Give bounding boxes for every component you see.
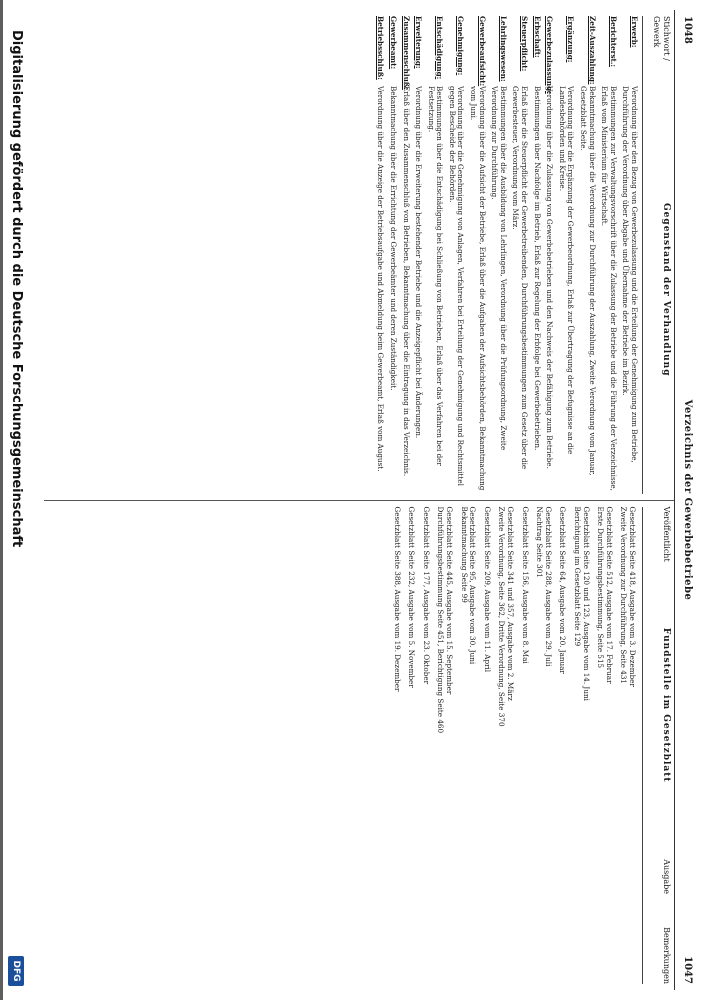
scan-edge (0, 0, 3, 1000)
right-entry (421, 507, 430, 985)
entry-line: Gesetzblatt Seite 418, Ausgabe vom 3. Dezember (628, 506, 637, 687)
running-title: Verzeichnis der Gewerbebetriebe (682, 399, 693, 601)
left-entry (600, 16, 617, 494)
header-published: Veröffentlicht (662, 506, 671, 562)
two-column-table (44, 10, 674, 990)
entry-keyword: Zusammenschluß: (401, 16, 411, 90)
entry-text: Bestimmungen über die Ausbildung von Lehrlingen, Verordnung über die Prüfungsordnung, Zweite Verordnung zur Durchführung. (490, 86, 508, 451)
entry-line: Gesetzblatt Seite 209, Ausgabe vom 11. April (482, 506, 492, 673)
right-entry (535, 507, 552, 985)
right-entry (558, 507, 567, 985)
entry-line: Zweite Verordnung, Seite 362, Dritte Verordnung, Seite 370 (497, 506, 507, 727)
entry-keyword: Erweiterung: (414, 16, 424, 69)
right-entry-list (392, 507, 636, 985)
left-entry (532, 16, 541, 494)
left-entry (511, 16, 528, 494)
entry-text: Verordnung über den Bezug von Gewerbezulassung und die Erteilung der Genehmigung zum Betriebe, Durchführung der Verordnung über Abgabe und Übernahme der Betriebe im Bezirk. (621, 86, 639, 463)
entry-line: Gesetzblatt Seite 64, Ausgabe vom 20. Januar (558, 506, 568, 674)
entry-keyword: Gewerbezulassung: (545, 16, 555, 94)
header-subject: Gegenstand der Verhandlung (661, 202, 671, 377)
running-header (674, 10, 697, 990)
entry-keyword: Betriebsschluß: (376, 16, 386, 80)
entry-keyword: Erbschaft: (532, 16, 542, 58)
entry-line: Gesetzblatt Seite 341 und 357, Ausgabe vom 2. März (506, 506, 516, 701)
entry-text: Bestimmungen über die Entschädigung bei Schließung von Betrieben, Erlaß über das Verfahren bei der Festsetzung. (426, 86, 445, 466)
right-entry (520, 507, 529, 985)
page-number-right: 1047 (682, 956, 693, 984)
right-entry (497, 507, 514, 985)
right-column (44, 501, 674, 991)
entry-line: Gesetzblatt Seite 156, Ausgabe vom 8. Mai (520, 506, 530, 664)
left-entry (388, 16, 397, 494)
entry-text: Verordnung über die Anzeige der Betriebsaufgabe und Abmeldung beim Gewerbeamt, Erlaß vom August. (376, 86, 386, 472)
entry-line: Erste Durchführungsbestimmung, Seite 515 (596, 506, 606, 669)
left-entry (469, 16, 486, 494)
left-entry (376, 16, 385, 494)
entry-line: Gesetzblatt Seite 288, Ausgabe vom 29. Juli (543, 506, 553, 667)
header-remarks: Bemerkungen (662, 927, 671, 984)
left-entry (401, 16, 410, 494)
page-number-left: 1048 (682, 16, 693, 44)
entry-text: Bekanntmachung über die Errichtung der Gewerbeämter und deren Zuständigkeit. (388, 86, 398, 391)
left-entry (414, 16, 423, 494)
right-entry (407, 507, 416, 985)
left-entry (557, 16, 574, 494)
right-entry (596, 507, 613, 985)
entry-keyword: Zeit-Auszahlung: (587, 16, 597, 85)
left-entry (621, 16, 638, 494)
entry-line: Nachtrag Seite 301 (535, 506, 545, 578)
entry-text: Verordnung über die Aufsicht der Betriebe, Erlaß über die Aufgaben der Aufsichtsbehörden, Bekanntmachung vom Juni. (469, 86, 487, 491)
entry-text: Erlaß über die Steuerpflicht der Gewerbetreibenden, Durchführungsbestimmungen zum Gesetz über die Gewerbesteuer, Verordnung vom März. (511, 86, 530, 470)
entry-line: Gesetzblatt Seite 512, Ausgabe vom 17. Februar (604, 506, 614, 684)
header-source: Fundstelle im Gesetzblatt (661, 627, 671, 783)
entry-line: Berichtigung im Gesetzblatt Seite 129 (573, 506, 583, 647)
entry-keyword: Gewerbeamt: (388, 16, 398, 70)
left-column-header (642, 16, 674, 494)
digitization-notice: Digitalisierung gefördert durch die Deutsche Forschungsgemeinschaft (9, 30, 24, 548)
right-column-header (642, 507, 674, 985)
entry-line: Durchführungsbestimmung Seite 451, Berichtigung Seite 460 (436, 506, 446, 734)
entry-text: Verordnung über die Zulassung von Gewerbebetrieben und den Nachweis der Befähigung zum Betriebe. (545, 86, 555, 469)
right-entry (459, 507, 476, 985)
left-entry (578, 16, 595, 494)
entry-line: Gesetzblatt Seite 95, Ausgabe vom 30. Juni (468, 506, 478, 665)
header-keyword: Stichwort / Gewerk (652, 16, 671, 61)
entry-line: Gesetzblatt Seite 177, Ausgabe vom 23. Oktober (421, 506, 431, 685)
entry-text: Verordnung über die Ergänzung der Gewerbeordnung, Erlaß zur Übertragung der Befugnisse an die Landesbehörden und Kreise. (557, 86, 576, 455)
left-entry (545, 16, 554, 494)
left-column (44, 10, 674, 501)
entry-keyword: Erwerb: (630, 16, 639, 48)
entry-text: Verordnung über die Genehmigung von Anlagen, Verfahren bei Erteilung der Genehmigung und Rechtsmittel gegen Bescheide der Behörden. (447, 86, 466, 486)
entry-keyword: Lehrlingswesen: (498, 16, 508, 82)
entry-text: Bestimmungen zur Verwaltungsvorschrift über die Zulassung der Betriebe und die Führung der Verzeichnisse, Erlaß vom Ministerium für Wirtschaft. (600, 86, 618, 491)
entry-line: Gesetzblatt Seite 232, Ausgabe vom 5. November (407, 506, 417, 688)
entry-line: Gesetzblatt Seite 120 und 123, Ausgabe vom 14. Juni (581, 506, 591, 701)
left-entry (447, 16, 464, 494)
left-entry-list (376, 16, 638, 494)
left-entry (490, 16, 507, 494)
entry-keyword: Berichterst.: (608, 16, 618, 67)
header-issue: Ausgabe (662, 859, 671, 894)
right-entry (436, 507, 453, 985)
right-entry (482, 507, 491, 985)
entry-keyword: Entschädigung: (435, 16, 445, 80)
entry-text: Bestimmungen über Nachfolge im Betrieb, Erlaß zur Regelung der Erbfolge bei Gewerbebetrieben. (532, 86, 542, 451)
entry-line: Gesetzblatt Seite 388, Ausgabe vom 19. Dezember (392, 506, 402, 692)
entry-text: Erlaß über den Zusammenschluß von Betrieben, Bekanntmachung über die Eintragung in das Verzeichnis. (401, 86, 411, 477)
right-entry (619, 507, 636, 985)
left-entry (426, 16, 443, 494)
entry-keyword: Ergänzung: (566, 16, 576, 63)
dfg-logo: DFG (8, 956, 24, 986)
entry-text: Verordnung über die Erweiterung bestehender Betriebe und die Anzeigepflicht bei Änderungen. (414, 86, 424, 439)
entry-line: Zweite Verordnung zur Durchführung, Seite 431 (619, 506, 629, 685)
entry-keyword: Gewerbeaufsicht: (477, 16, 487, 87)
entry-line: Bekanntmachung Seite 99 (459, 506, 469, 603)
right-entry (392, 507, 401, 985)
entry-line: Gesetzblatt Seite 445, Ausgabe vom 15. September (445, 506, 455, 695)
entry-keyword: Steuerpflicht: (520, 16, 530, 72)
right-entry (572, 507, 589, 985)
entry-text: Bekanntmachung über die Verordnung zur Durchführung der Auszahlung, Zweite Verordnung vom Januar, Gesetzblatt Seite. (579, 86, 597, 476)
entry-keyword: Genehmigung: (456, 16, 466, 76)
footer (8, 0, 25, 1000)
